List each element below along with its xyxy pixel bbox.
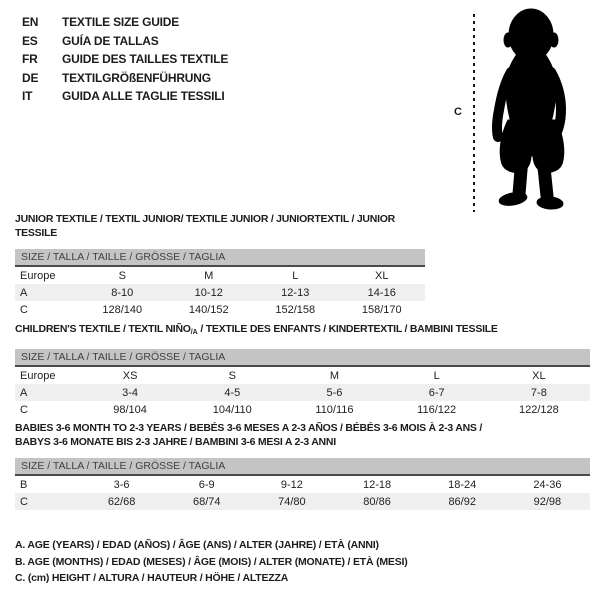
table-title [15,322,590,340]
cell: 4-5 [224,386,241,399]
cell: 24-36 [533,478,562,491]
cell: 140/152 [188,303,229,316]
language-row-fr [22,50,228,69]
cell: 6-7 [428,386,445,399]
size-grid [15,476,590,510]
row-label: Europe [20,269,56,282]
cell: 152/158 [275,303,316,316]
table-row [15,267,425,284]
size-header-bar: SIZE / TALLA / TAILLE / GRÖSSE / TAGLIA [15,458,590,476]
size-header-bar: SIZE / TALLA / TAILLE / GRÖSSE / TAGLIA [15,349,590,367]
cell: L [292,269,299,282]
cell: 3-6 [113,478,130,491]
language-row-de [22,69,228,88]
cell: 68/74 [192,495,221,508]
cell: 6-9 [198,478,215,491]
table-title-text: CHILDREN'S TEXTILE / TEXTIL NIÑO [15,323,191,335]
height-measure-label: C [454,106,462,118]
table-title-text: / TEXTILE DES ENFANTS / KINDERTEXTIL / BAMBINI TESSILE [197,323,498,335]
language-label: TEXTILGRÖßENFÜHRUNG [62,70,211,85]
cell: M [329,369,340,382]
table-row [15,367,590,384]
cell: 122/128 [518,403,559,416]
table-row [15,284,425,301]
junior-textile-table [15,212,425,318]
cell: 10-12 [194,286,223,299]
table-title-line1: BABIES 3-6 MONTH TO 2-3 YEARS / BEBÉS 3-6 MESES A 2-3 AÑOS / BÉBÉS 3-6 MOIS À 2-3 ANS / [15,422,483,434]
cell: 86/92 [448,495,476,508]
legend-line-c: C. (cm) HEIGHT / ALTURA / HAUTEUR / HÖHE / ALTEZZA [15,572,289,584]
row-label: C [20,403,28,416]
language-label: GUIDE DES TAILLES TEXTILE [62,52,229,66]
table-title [15,421,590,449]
language-code: FR [22,52,38,66]
cell: 7-8 [530,386,547,399]
size-grid [15,367,590,418]
language-code: ES [22,33,38,48]
cell: 158/170 [361,303,402,316]
cell: XL [375,269,389,282]
table-title-subscript: /A [190,329,198,336]
language-row-en [22,13,228,32]
cell: 80/86 [363,495,391,508]
cell: XL [532,369,546,382]
baby-silhouette-icon [486,8,591,213]
language-code: IT [22,89,33,103]
measure-legend [15,537,408,587]
cell: 110/116 [315,403,354,416]
cell: 14-16 [367,286,396,299]
row-label: A [20,386,28,399]
language-code: DE [22,70,39,85]
language-label: TEXTILE SIZE GUIDE [62,15,180,29]
size-grid [15,267,425,318]
cell: 18-24 [448,478,477,491]
cell: 62/68 [107,495,136,508]
table-title-line2: BABYS 3-6 MONATE BIS 2-3 JAHRE / BAMBINI 3-6 MESI A 2-3 ANNI [15,436,336,448]
cell: 3-4 [122,386,139,399]
table-title: JUNIOR TEXTILE / TEXTIL JUNIOR/ TEXTILE JUNIOR / JUNIORTEXTIL / JUNIOR TESSILE [15,213,395,239]
table-row [15,384,590,401]
cell: XS [122,369,138,382]
language-label: GUIDA ALLE TAGLIE TESSILI [62,89,225,103]
table-row [15,493,590,510]
table-row [15,301,425,318]
cell: S [228,369,236,382]
dotted-height-line [473,14,475,212]
legend-line-b: B. AGE (MONTHS) / EDAD (MESES) / ÂGE (MOIS) / ALTER (MONATE) / ETÀ (MESI) [15,555,408,568]
cell: 74/80 [278,495,306,508]
language-label: GUÍA DE TALLAS [62,33,159,48]
cell: M [204,269,214,282]
legend-line-a: A. AGE (YEARS) / EDAD (AÑOS) / ÂGE (ANS) / ALTER (JAHRE) / ETÀ (ANNI) [15,539,379,551]
language-row-it [22,87,228,106]
cell: 98/104 [113,403,147,416]
table-row [15,476,590,493]
language-code: EN [22,15,39,29]
row-label: C [20,303,28,316]
cell: 104/110 [212,403,252,416]
cell: 12-13 [281,286,310,299]
babies-textile-table [15,421,590,510]
cell: L [433,369,440,382]
language-row-es [22,32,228,51]
size-header-bar: SIZE / TALLA / TAILLE / GRÖSSE / TAGLIA [15,249,425,267]
table-row [15,401,590,418]
baby-figure [446,4,596,218]
row-label: A [20,286,28,299]
cell: 9-12 [280,478,303,491]
language-list [22,13,228,106]
cell: 92/98 [533,495,562,508]
cell: S [118,269,126,282]
cell: 12-18 [362,478,392,491]
cell: 116/122 [417,403,457,416]
row-label: B [20,478,28,491]
cell: 128/140 [102,303,143,316]
cell: 8-10 [111,286,134,299]
row-label: C [20,495,28,508]
childrens-textile-table [15,322,590,418]
cell: 5-6 [326,386,343,399]
row-label: Europe [20,369,56,382]
